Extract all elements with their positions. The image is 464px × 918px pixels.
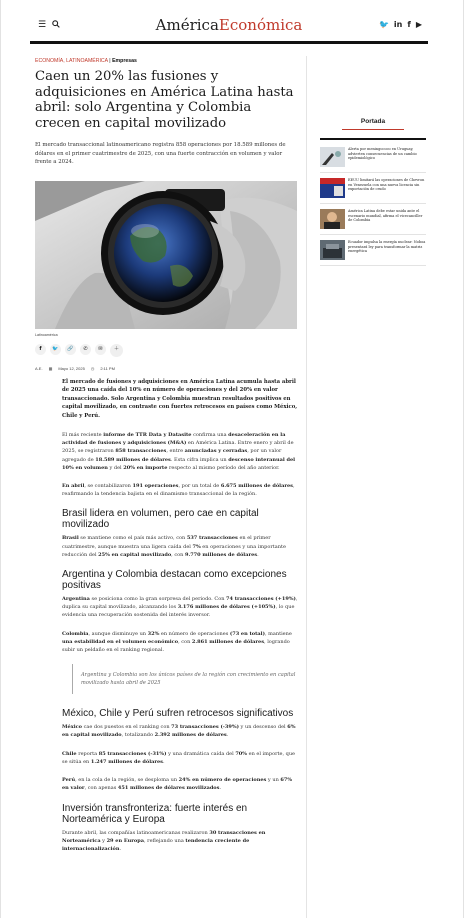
paragraph: México cae dos puestos en el ranking con 73 transacciones (-39%) y un descenso del 6% en capital movilizado, totalizando 2.392 millones de dólares.: [62, 724, 296, 739]
column-divider: [306, 56, 307, 918]
category-line: [35, 58, 297, 64]
social-links: [379, 20, 422, 29]
clock-icon: ◷: [90, 366, 95, 371]
news-headline: Alerta por meningococo en Uruguay, advierten consecuencias de un cambio epidemiológico: [348, 147, 417, 161]
sidebar-news-item[interactable]: [320, 240, 426, 266]
share-bar: [35, 344, 123, 357]
calendar-icon: ▦: [48, 366, 53, 371]
section-heading: México, Chile y Perú sufren retrocesos significativos: [62, 708, 294, 720]
site-header: [30, 14, 428, 38]
paragraph: Perú, en la cola de la región, se desploma un 24% en número de operaciones y un 67% en valor, con apenas 451 millones de dólares movilizados.: [62, 777, 293, 792]
site-logo[interactable]: [30, 16, 428, 34]
sidebar-divider: [320, 138, 426, 140]
more-icon[interactable]: ＋: [110, 344, 123, 357]
sidebar-news-item[interactable]: [320, 147, 426, 173]
menu-icon[interactable]: ☰: [38, 20, 47, 30]
article-body: [62, 378, 298, 863]
paragraph: Chile reporta 85 transacciones (-31%) y una dramática caída del 70% en el importe, que se sitúa en 1.247 millones de dólares.: [62, 750, 296, 765]
article-meta: [35, 366, 115, 371]
paragraph: Durante abril, las compañías latinoamericanas realizaron 30 transacciones en Norteamérica y 29 en Europa, reflejando una tendencia creciente de internacionalización.: [62, 829, 266, 852]
news-headline: Ecuador impulsa la energía nuclear: Noboa presentará ley para transformar la matriz energética: [348, 240, 426, 254]
category-separator: |: [109, 58, 111, 64]
paragraph: El más reciente informe de TTR Data y Datasite confirma una desaceleración en la actividad de fusiones y adquisiciones (M&A) en América Latina. Entre enero y abril de 2025, se registraron 858 transacciones, entre anunciadas y cerradas, por un valor agregado de 18.589 millones de dólares. Esta cifra implica un descenso interanual del 10% en volumen y del 20% en importe respecto al mismo período del año anterior.: [62, 432, 296, 471]
paragraph: Argentina se posiciona como la gran sorpresa del periodo. Con 74 transacciones (+19%), duplica su capital movilizado, alcanzando los 3.176 millones de dólares (+105%), lo que evidencia una recuperación sostenida del interés inversor.: [62, 596, 298, 619]
whatsapp-icon[interactable]: ✆: [80, 344, 91, 355]
facebook-icon[interactable]: f: [407, 20, 411, 29]
section-heading: Argentina y Colombia destacan como excepciones positivas: [62, 569, 287, 592]
news-thumbnail: [320, 209, 345, 229]
subcategory-link[interactable]: Empresas: [112, 58, 137, 64]
header-divider: [30, 41, 428, 44]
pull-quote: Argentina y Colombia son los únicos países de la región con crecimiento en capital movilizado hasta abril de 2025: [72, 664, 298, 694]
sidebar-title: Portada: [360, 118, 386, 125]
sidebar-news-item[interactable]: [320, 178, 426, 204]
publish-date: Mayo 12, 2025: [58, 366, 85, 371]
linkedin-icon[interactable]: in: [393, 20, 403, 29]
article-header: [35, 58, 297, 166]
sidebar: [320, 118, 426, 271]
twitter-icon[interactable]: 🐦: [50, 344, 61, 355]
paragraph: En abril, se contabilizaron 191 operaciones, por un total de 6.675 millones de dólares, reafirmando la tendencia bajista en el dinamismo transaccional de la región.: [62, 483, 295, 498]
news-headline: América Latina debe estar unida ante el escenario mundial, afirma el vicecanciller de Colombia: [348, 209, 423, 223]
email-icon[interactable]: ✉: [95, 344, 106, 355]
logo-part-2: Económica: [218, 16, 303, 34]
article-lead: El mercado transaccional latinoamericano registra 858 operaciones por 18.589 millones de dólares en el primer cuatrimestre de 2025, con una fuerte contracción en volumen y valor frente a 2024.: [35, 142, 286, 165]
news-headline: EEUU limitará las operaciones de Chevron en Venezuela con una nueva licencia sin exportación de crudo: [348, 178, 425, 192]
paragraph: Colombia, aunque disminuye un 32% en número de operaciones (73 en total), mantiene una estabilidad en el volumen económico, con 2.861 millones de dólares, logrando subir un peldaño en el ranking regional.: [62, 630, 292, 654]
news-thumbnail: [320, 147, 345, 167]
link-icon[interactable]: 🔗: [65, 344, 76, 355]
sidebar-title-underline: [342, 129, 404, 130]
facebook-icon[interactable]: f: [35, 344, 46, 355]
paragraph: Brasil se mantiene como el país más activo, con 537 transacciones en el primer cuatrimestre, aunque muestra una ligera caída del 7% en operaciones y una importante reducción del 25% en capital movilizado, con 9.770 millones de dólares.: [62, 535, 286, 558]
publish-time: 2:11 PM: [100, 366, 115, 371]
image-caption: Latinoamérica: [35, 333, 58, 337]
category-link[interactable]: ECONOMÍA, LATINOAMÉRICA: [35, 58, 108, 64]
youtube-icon[interactable]: ▶: [415, 20, 422, 29]
sidebar-news-item[interactable]: [320, 209, 426, 235]
section-heading: Brasil lidera en volumen, pero cae en capital movilizado: [62, 508, 259, 531]
news-thumbnail: [320, 178, 345, 198]
logo-part-1: América: [155, 16, 219, 34]
article-title: Caen un 20% las fusiones y adquisiciones en América Latina hasta abril: solo Argentina y Colombia crecen en capital movilizado: [35, 69, 294, 131]
article-intro: El mercado de fusiones y adquisiciones en América Latina acumula hasta abril de 2025 una caída del 10% en número de operaciones y del 20% en valor transaccionado. Solo Argentina y Colombia muestran resultados positivos en capital movilizado, en contraste con fuertes retrocesos en países como México, Chile y Perú.: [62, 379, 298, 419]
twitter-icon[interactable]: 🐦: [378, 20, 389, 29]
article-image: [35, 181, 297, 329]
news-thumbnail: [320, 240, 345, 260]
author-name[interactable]: A.E.: [35, 366, 43, 371]
section-heading: Inversión transfronteriza: fuerte interés en Norteamérica y Europa: [62, 802, 248, 825]
